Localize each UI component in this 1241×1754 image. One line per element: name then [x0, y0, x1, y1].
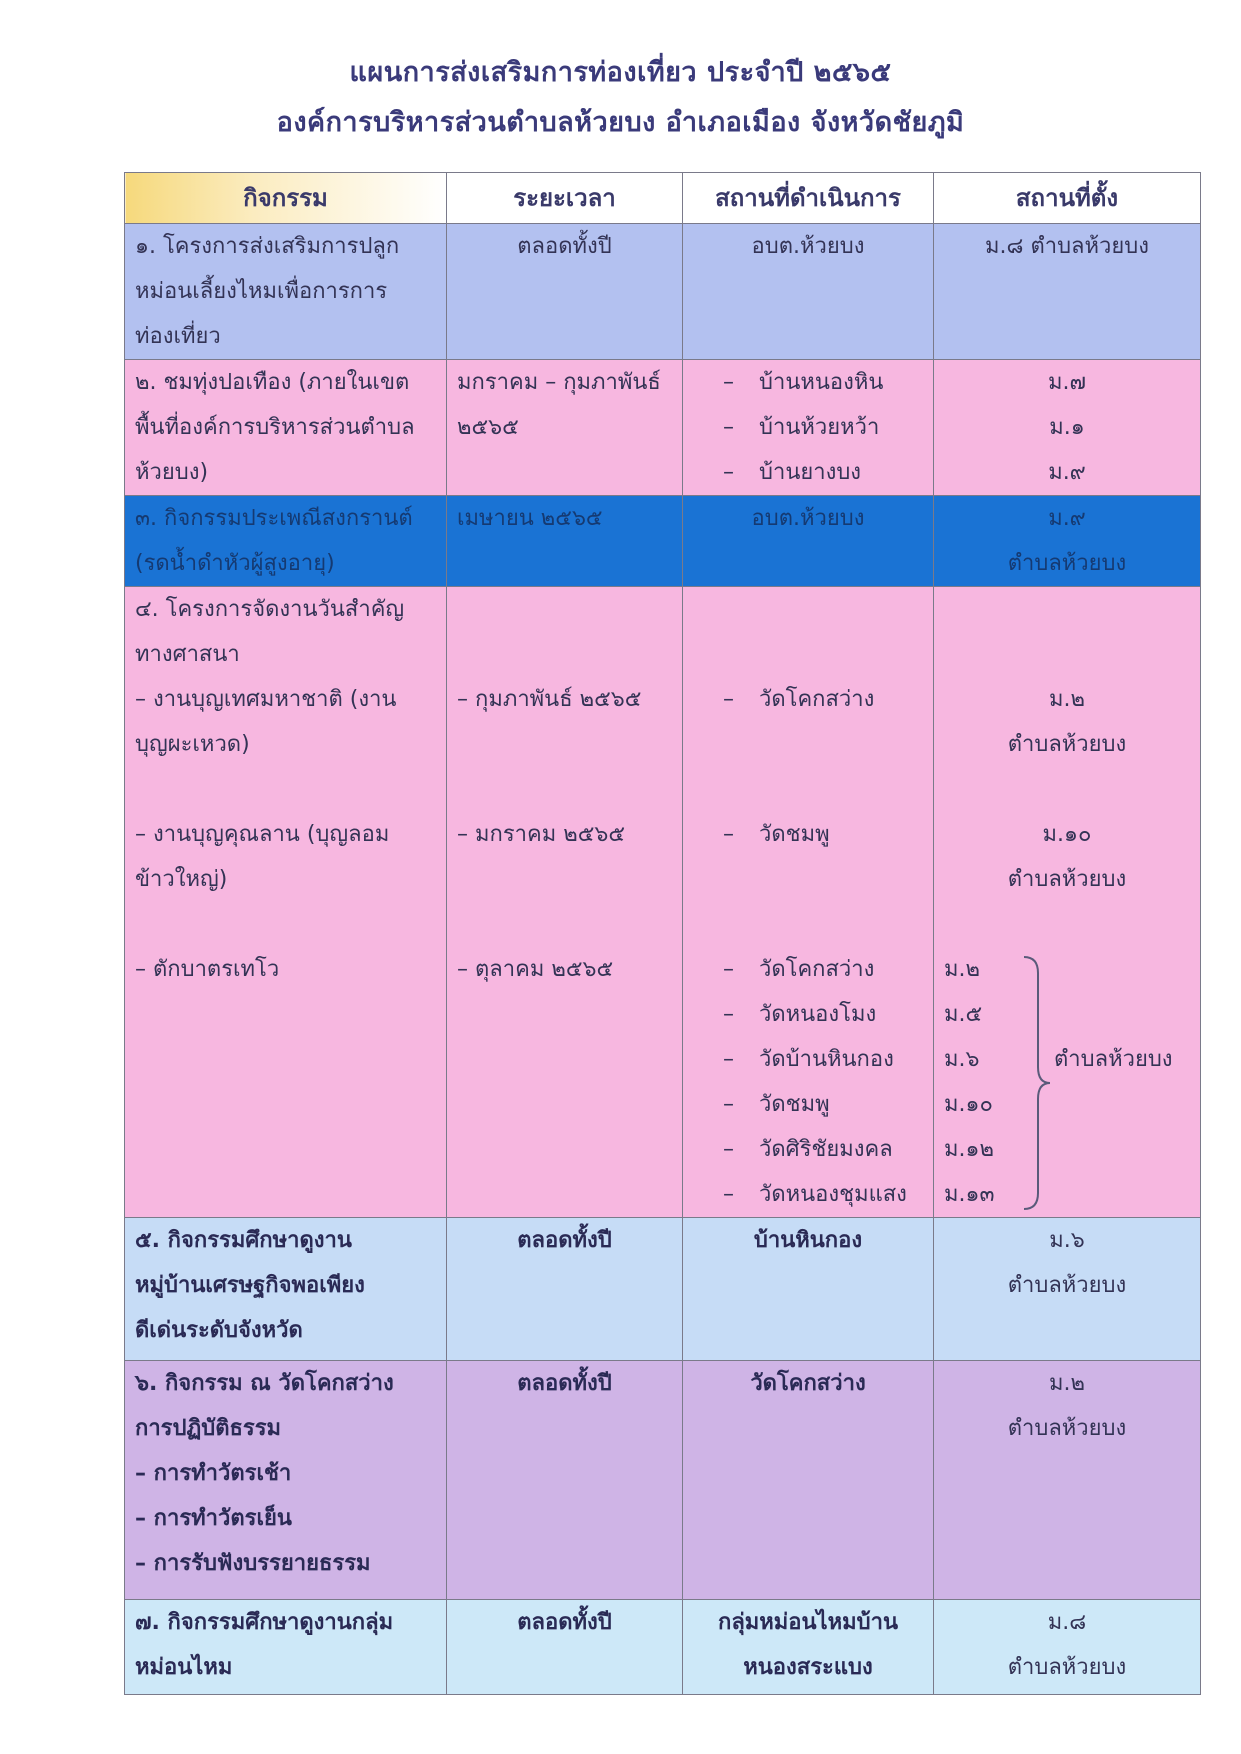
activity-text: ๑. โครงการส่งเสริมการปลูก [135, 234, 400, 259]
activity-text: – งานบุญคุณลาน (บุญลอม [135, 822, 390, 847]
table-row [125, 496, 1201, 587]
location-text: ม.๘ ตำบลห้วยบง [984, 234, 1149, 259]
venue-text: อบต.ห้วยบง [751, 234, 865, 259]
activity-text: – งานบุญเทศมหาชาติ (งาน [135, 687, 397, 712]
header-period: ระยะเวลา [447, 173, 683, 224]
activity-cell [125, 1218, 447, 1361]
period-cell [447, 1361, 683, 1600]
period-text: – ตุลาคม ๒๕๖๕ [457, 957, 614, 982]
table-row [125, 360, 1201, 496]
venue-item: – บ้านหนองหิน [723, 370, 884, 395]
venue-cell [683, 360, 934, 496]
location-cell [934, 224, 1201, 360]
village-group [944, 947, 1190, 1217]
right-brace-icon [1022, 955, 1052, 1211]
location-text: ม.๙ [1048, 506, 1086, 531]
activity-text: ๓. กิจกรรมประเพณีสงกรานต์ [135, 506, 413, 531]
village-text: ม.๑๓ [944, 1182, 995, 1207]
location-text: ม.๒ [1049, 687, 1085, 712]
activity-text: ๕. กิจกรรมศึกษาดูงาน [135, 1228, 352, 1253]
period-text: เมษายน ๒๕๖๕ [457, 506, 603, 531]
table-row [125, 1218, 1201, 1361]
venue-cell [683, 224, 934, 360]
table-row [125, 1361, 1201, 1600]
period-text: – กุมภาพันธ์ ๒๕๖๕ [457, 687, 642, 712]
location-text: ม.๗ [1047, 370, 1087, 395]
venue-item: – วัดบ้านหินกอง [723, 1047, 894, 1072]
location-cell [934, 360, 1201, 496]
village-text: ม.๕ [944, 1002, 983, 1027]
location-text: ตำบลห้วยบง [1007, 732, 1127, 757]
venue-item: – วัดหนองชุมแสง [723, 1182, 907, 1207]
activity-text: ๖. กิจกรรม ณ วัดโคกสว่าง [135, 1371, 394, 1396]
venue-text: บ้านหินกอง [753, 1228, 863, 1253]
venue-item: – วัดโคกสว่าง [723, 687, 875, 712]
activity-text: หมู่บ้านเศรษฐกิจพอเพียง [135, 1273, 365, 1298]
header-location: สถานที่ตั้ง [934, 173, 1201, 224]
activity-text: ๔. โครงการจัดงานวันสำคัญ [135, 597, 405, 622]
table-header-row [125, 173, 1201, 224]
period-text: มกราคม – กุมภาพันธ์ [457, 370, 661, 395]
activity-cell [125, 224, 447, 360]
location-text: ตำบลห้วยบง [1007, 551, 1127, 576]
location-cell [934, 1361, 1201, 1600]
activity-text: หม่อนไหม [135, 1655, 233, 1680]
venue-cell [683, 1218, 934, 1361]
venue-item: – วัดชมพู [723, 1092, 830, 1117]
activity-cell [125, 587, 447, 1218]
period-cell [447, 224, 683, 360]
period-cell [447, 360, 683, 496]
activity-cell [125, 496, 447, 587]
period-cell [447, 587, 683, 1218]
activity-text: ท่องเที่ยว [135, 324, 221, 349]
activity-text: – การทำวัตรเย็น [135, 1506, 292, 1531]
header-venue: สถานที่ดำเนินการ [683, 173, 934, 224]
period-text: ๒๕๖๕ [457, 415, 519, 440]
activity-text: ห้วยบง) [135, 460, 209, 485]
venue-text: อบต.ห้วยบง [751, 506, 865, 531]
period-cell [447, 496, 683, 587]
location-text: ตำบลห้วยบง [1007, 1273, 1127, 1298]
location-text: ม.๙ [1048, 460, 1086, 485]
location-text: ม.๖ [1049, 1228, 1085, 1253]
activity-text: – การทำวัตรเช้า [135, 1461, 292, 1486]
period-text: – มกราคม ๒๕๖๕ [457, 822, 625, 847]
venue-text: กลุ่มหม่อนไหมบ้าน [718, 1610, 898, 1635]
activity-text: ข้าวใหญ่) [135, 867, 228, 892]
table-row [125, 224, 1201, 360]
venue-item: – วัดศิริชัยมงคล [723, 1137, 893, 1162]
document-title: แผนการส่งเสริมการท่องเที่ยว ประจำปี ๒๕๖๕ [349, 57, 892, 88]
location-text: ม.๘ [1047, 1610, 1087, 1635]
activity-text: – การรับฟังบรรยายธรรม [135, 1551, 371, 1576]
activity-text: บุญผะเหวด) [135, 732, 250, 757]
venue-item: – บ้านยางบง [723, 460, 862, 485]
location-text: ตำบลห้วยบง [1007, 867, 1127, 892]
header-activity: กิจกรรม [125, 173, 447, 224]
period-text: ตลอดทั้งปี [517, 1228, 612, 1253]
venue-item: – วัดชมพู [723, 822, 830, 847]
activity-text: (รดน้ำดำหัวผู้สูงอายุ) [135, 551, 335, 576]
venue-item: – วัดหนองโมง [723, 1002, 877, 1027]
activity-cell [125, 360, 447, 496]
table-row [125, 1600, 1201, 1695]
activity-text: หม่อนเลี้ยงไหมเพื่อการการ [135, 279, 388, 304]
location-text: ม.๑ [1049, 415, 1085, 440]
location-cell [934, 496, 1201, 587]
venue-item: – วัดโคกสว่าง [723, 957, 875, 982]
period-text: ตลอดทั้งปี [517, 234, 612, 259]
activity-text: การปฏิบัติธรรม [135, 1416, 282, 1441]
table-row [125, 587, 1201, 1218]
period-cell [447, 1218, 683, 1361]
tourism-plan-table [124, 172, 1201, 1695]
location-text: ม.๑๐ [1042, 822, 1092, 847]
village-text: ม.๑๐ [944, 1092, 993, 1117]
activity-cell [125, 1600, 447, 1695]
subdistrict-text: ตำบลห้วยบง [1054, 1047, 1173, 1072]
venue-text: วัดโคกสว่าง [750, 1371, 866, 1396]
venue-cell [683, 1361, 934, 1600]
activity-text: ๒. ชมทุ่งปอเทือง (ภายในเขต [135, 370, 410, 395]
document-subtitle: องค์การบริหารส่วนตำบลห้วยบง อำเภอเมือง จังหวัดชัยภูมิ [276, 107, 965, 138]
venue-cell [683, 1600, 934, 1695]
location-text: ตำบลห้วยบง [1007, 1655, 1127, 1680]
venue-item: – บ้านห้วยหว้า [723, 415, 880, 440]
location-cell [934, 587, 1201, 1218]
location-cell [934, 1218, 1201, 1361]
location-text: ตำบลห้วยบง [1007, 1416, 1127, 1441]
period-text: ตลอดทั้งปี [517, 1371, 612, 1396]
venue-cell [683, 587, 934, 1218]
village-text: ม.๖ [944, 1047, 980, 1072]
location-text: ม.๒ [1049, 1371, 1085, 1396]
activity-text: – ตักบาตรเทโว [135, 957, 280, 982]
activity-text: ทางศาสนา [135, 642, 240, 667]
period-cell [447, 1600, 683, 1695]
activity-text: ดีเด่นระดับจังหวัด [135, 1318, 303, 1343]
location-cell [934, 1600, 1201, 1695]
village-text: ม.๑๒ [944, 1137, 994, 1162]
activity-cell [125, 1361, 447, 1600]
activity-text: ๗. กิจกรรมศึกษาดูงานกลุ่ม [135, 1610, 394, 1635]
venue-text: หนองสระแบง [743, 1655, 873, 1680]
venue-cell [683, 496, 934, 587]
village-text: ม.๒ [944, 957, 980, 982]
activity-text: พื้นที่องค์การบริหารส่วนตำบล [135, 415, 415, 440]
period-text: ตลอดทั้งปี [517, 1610, 612, 1635]
